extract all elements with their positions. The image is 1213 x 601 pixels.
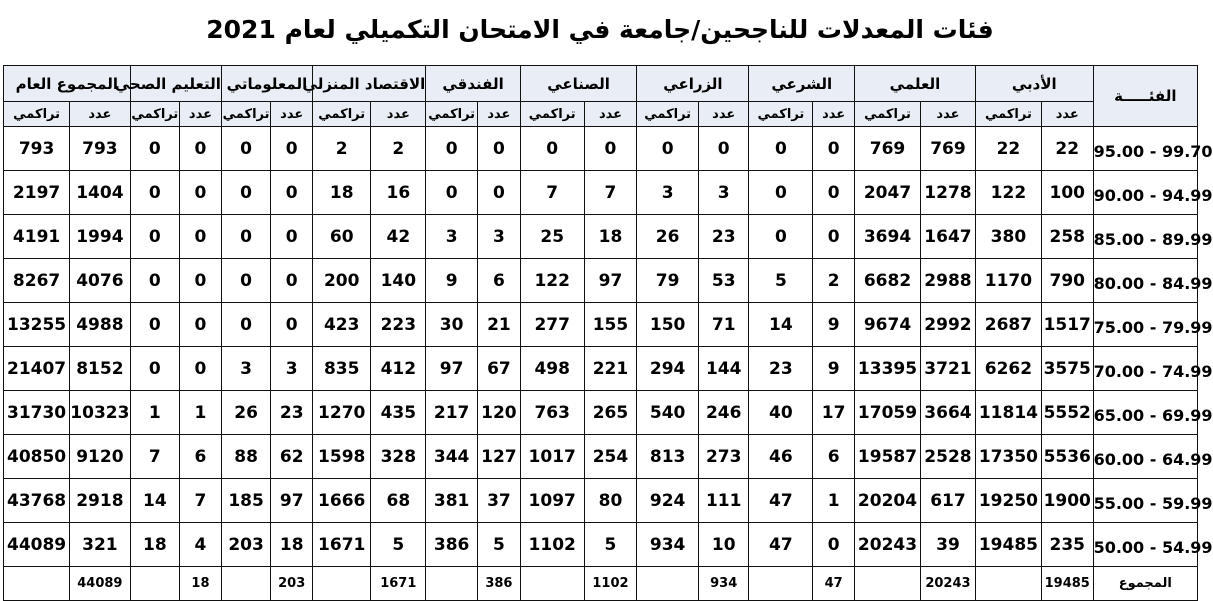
cumulative-cell: 1097 bbox=[520, 479, 584, 523]
cumulative-cell: 14 bbox=[130, 479, 179, 523]
cumulative-cell: 1270 bbox=[313, 391, 371, 435]
count-cell: 6 bbox=[477, 259, 520, 303]
count-cell: 3 bbox=[477, 215, 520, 259]
cumulative-subheader: تراكمي bbox=[975, 102, 1041, 127]
cumulative-cell: 150 bbox=[637, 303, 699, 347]
cumulative-cell: 934 bbox=[637, 523, 699, 567]
cumulative-cell: 9674 bbox=[855, 303, 921, 347]
count-cell: 5 bbox=[584, 523, 637, 567]
cumulative-subheader: تراكمي bbox=[313, 102, 371, 127]
count-cell: 120 bbox=[477, 391, 520, 435]
count-cell: 617 bbox=[920, 479, 975, 523]
count-cell: 0 bbox=[180, 347, 222, 391]
count-cell: 18 bbox=[584, 215, 637, 259]
table-row bbox=[4, 215, 1198, 259]
cumulative-cell: 2687 bbox=[975, 303, 1041, 347]
cumulative-cell: 386 bbox=[426, 523, 478, 567]
count-cell: 0 bbox=[180, 171, 222, 215]
count-subheader: عدد bbox=[371, 102, 426, 127]
count-cell: 4988 bbox=[70, 303, 130, 347]
cumulative-cell: 0 bbox=[221, 259, 270, 303]
count-cell: 140 bbox=[371, 259, 426, 303]
cumulative-cell: 2047 bbox=[855, 171, 921, 215]
group-header: الصناعي bbox=[520, 66, 637, 102]
count-cell: 1517 bbox=[1041, 303, 1093, 347]
count-cell: 246 bbox=[698, 391, 749, 435]
count-cell: 0 bbox=[477, 171, 520, 215]
count-cell: 254 bbox=[584, 435, 637, 479]
cumulative-cell: 6262 bbox=[975, 347, 1041, 391]
total-value: 203 bbox=[271, 567, 313, 601]
cumulative-cell: 763 bbox=[520, 391, 584, 435]
group-header: الفندقي bbox=[426, 66, 521, 102]
count-cell: 0 bbox=[813, 127, 855, 171]
count-cell: 23 bbox=[271, 391, 313, 435]
count-cell: 6 bbox=[180, 435, 222, 479]
table-row bbox=[4, 479, 1198, 523]
count-cell: 412 bbox=[371, 347, 426, 391]
range-cell: 85.00 - 89.99 bbox=[1093, 215, 1197, 259]
page-title: فئات المعدلات للناجحين/جامعة في الامتحان التكميلي لعام 2021 bbox=[206, 15, 994, 44]
cumulative-cell: 3 bbox=[221, 347, 270, 391]
cumulative-cell: 0 bbox=[520, 127, 584, 171]
cumulative-cell: 18 bbox=[130, 523, 179, 567]
count-subheader: عدد bbox=[920, 102, 975, 127]
count-cell: 9120 bbox=[70, 435, 130, 479]
count-cell: 3664 bbox=[920, 391, 975, 435]
count-cell: 9 bbox=[813, 347, 855, 391]
count-cell: 100 bbox=[1041, 171, 1093, 215]
cumulative-subheader: تراكمي bbox=[426, 102, 478, 127]
cumulative-cell: 423 bbox=[313, 303, 371, 347]
cumulative-cell: 0 bbox=[130, 303, 179, 347]
count-cell: 127 bbox=[477, 435, 520, 479]
total-value: 1102 bbox=[584, 567, 637, 601]
count-cell: 0 bbox=[584, 127, 637, 171]
cumulative-cell: 0 bbox=[130, 127, 179, 171]
total-empty bbox=[520, 567, 584, 601]
count-cell: 80 bbox=[584, 479, 637, 523]
cumulative-cell: 21407 bbox=[4, 347, 70, 391]
count-cell: 71 bbox=[698, 303, 749, 347]
count-cell: 10 bbox=[698, 523, 749, 567]
count-cell: 5552 bbox=[1041, 391, 1093, 435]
range-cell: 55.00 - 59.99 bbox=[1093, 479, 1197, 523]
table-row bbox=[4, 435, 1198, 479]
cumulative-cell: 3 bbox=[637, 171, 699, 215]
cumulative-cell: 20204 bbox=[855, 479, 921, 523]
count-cell: 16 bbox=[371, 171, 426, 215]
count-cell: 435 bbox=[371, 391, 426, 435]
cumulative-cell: 6682 bbox=[855, 259, 921, 303]
count-cell: 4 bbox=[180, 523, 222, 567]
cumulative-cell: 23 bbox=[749, 347, 813, 391]
total-empty bbox=[975, 567, 1041, 601]
cumulative-cell: 122 bbox=[975, 171, 1041, 215]
total-value: 934 bbox=[698, 567, 749, 601]
count-cell: 1278 bbox=[920, 171, 975, 215]
count-cell: 39 bbox=[920, 523, 975, 567]
cumulative-subheader: تراكمي bbox=[221, 102, 270, 127]
group-header: العلمي bbox=[855, 66, 976, 102]
count-subheader: عدد bbox=[698, 102, 749, 127]
cumulative-cell: 344 bbox=[426, 435, 478, 479]
count-subheader: عدد bbox=[271, 102, 313, 127]
cumulative-cell: 1671 bbox=[313, 523, 371, 567]
cumulative-cell: 18 bbox=[313, 171, 371, 215]
count-cell: 5 bbox=[477, 523, 520, 567]
total-value: 1671 bbox=[371, 567, 426, 601]
range-cell: 70.00 - 74.99 bbox=[1093, 347, 1197, 391]
count-cell: 0 bbox=[180, 127, 222, 171]
count-cell: 97 bbox=[584, 259, 637, 303]
count-cell: 1 bbox=[180, 391, 222, 435]
cumulative-cell: 0 bbox=[749, 171, 813, 215]
count-cell: 3 bbox=[698, 171, 749, 215]
cumulative-cell: 835 bbox=[313, 347, 371, 391]
count-cell: 2988 bbox=[920, 259, 975, 303]
cumulative-cell: 30 bbox=[426, 303, 478, 347]
count-cell: 111 bbox=[698, 479, 749, 523]
total-value: 20243 bbox=[920, 567, 975, 601]
count-cell: 1647 bbox=[920, 215, 975, 259]
cumulative-cell: 793 bbox=[4, 127, 70, 171]
cumulative-cell: 203 bbox=[221, 523, 270, 567]
cumulative-cell: 17059 bbox=[855, 391, 921, 435]
cumulative-subheader: تراكمي bbox=[130, 102, 179, 127]
cumulative-cell: 22 bbox=[975, 127, 1041, 171]
count-cell: 1404 bbox=[70, 171, 130, 215]
results-table bbox=[3, 65, 1213, 601]
total-empty bbox=[130, 567, 179, 601]
count-subheader: عدد bbox=[813, 102, 855, 127]
total-empty bbox=[221, 567, 270, 601]
count-cell: 2528 bbox=[920, 435, 975, 479]
count-cell: 10323 bbox=[70, 391, 130, 435]
cumulative-cell: 0 bbox=[130, 259, 179, 303]
count-subheader: عدد bbox=[1041, 102, 1093, 127]
cumulative-cell: 19250 bbox=[975, 479, 1041, 523]
cumulative-cell: 9 bbox=[426, 259, 478, 303]
count-cell: 793 bbox=[70, 127, 130, 171]
count-cell: 18 bbox=[271, 523, 313, 567]
count-cell: 155 bbox=[584, 303, 637, 347]
table-row bbox=[4, 523, 1198, 567]
range-cell: 50.00 - 54.99 bbox=[1093, 523, 1197, 567]
count-cell: 1994 bbox=[70, 215, 130, 259]
count-cell: 0 bbox=[180, 303, 222, 347]
group-header: التعليم الصحي bbox=[130, 66, 221, 102]
cumulative-cell: 0 bbox=[130, 215, 179, 259]
cumulative-cell: 1 bbox=[130, 391, 179, 435]
cumulative-cell: 26 bbox=[221, 391, 270, 435]
count-subheader: عدد bbox=[180, 102, 222, 127]
cumulative-cell: 7 bbox=[520, 171, 584, 215]
count-cell: 67 bbox=[477, 347, 520, 391]
table-row bbox=[4, 303, 1198, 347]
total-empty bbox=[855, 567, 921, 601]
cumulative-cell: 19587 bbox=[855, 435, 921, 479]
count-cell: 1900 bbox=[1041, 479, 1093, 523]
cumulative-subheader: تراكمي bbox=[637, 102, 699, 127]
cumulative-cell: 13395 bbox=[855, 347, 921, 391]
cumulative-cell: 40850 bbox=[4, 435, 70, 479]
count-cell: 37 bbox=[477, 479, 520, 523]
table-row bbox=[4, 259, 1198, 303]
count-cell: 68 bbox=[371, 479, 426, 523]
count-cell: 5536 bbox=[1041, 435, 1093, 479]
count-cell: 2992 bbox=[920, 303, 975, 347]
cumulative-cell: 44089 bbox=[4, 523, 70, 567]
count-cell: 1 bbox=[813, 479, 855, 523]
count-subheader: عدد bbox=[70, 102, 130, 127]
totals-row bbox=[4, 567, 1198, 601]
cumulative-cell: 1017 bbox=[520, 435, 584, 479]
count-cell: 2 bbox=[813, 259, 855, 303]
count-cell: 4076 bbox=[70, 259, 130, 303]
count-cell: 7 bbox=[180, 479, 222, 523]
cumulative-cell: 924 bbox=[637, 479, 699, 523]
cumulative-cell: 0 bbox=[426, 171, 478, 215]
group-header: الاقتصاد المنزلي bbox=[313, 66, 426, 102]
count-cell: 0 bbox=[271, 303, 313, 347]
cumulative-cell: 0 bbox=[221, 171, 270, 215]
group-header: المجموع العام bbox=[4, 66, 131, 102]
count-cell: 21 bbox=[477, 303, 520, 347]
cumulative-cell: 40 bbox=[749, 391, 813, 435]
cumulative-cell: 0 bbox=[221, 303, 270, 347]
cumulative-cell: 31730 bbox=[4, 391, 70, 435]
cumulative-cell: 813 bbox=[637, 435, 699, 479]
cumulative-cell: 60 bbox=[313, 215, 371, 259]
cumulative-cell: 0 bbox=[749, 127, 813, 171]
count-cell: 0 bbox=[477, 127, 520, 171]
cumulative-cell: 3 bbox=[426, 215, 478, 259]
cumulative-cell: 200 bbox=[313, 259, 371, 303]
cumulative-cell: 185 bbox=[221, 479, 270, 523]
range-cell: 95.00 - 99.70 bbox=[1093, 127, 1197, 171]
count-cell: 273 bbox=[698, 435, 749, 479]
total-value: 47 bbox=[813, 567, 855, 601]
total-empty bbox=[426, 567, 478, 601]
range-cell: 65.00 - 69.99 bbox=[1093, 391, 1197, 435]
cumulative-cell: 88 bbox=[221, 435, 270, 479]
cumulative-subheader: تراكمي bbox=[520, 102, 584, 127]
count-cell: 2 bbox=[371, 127, 426, 171]
cumulative-cell: 217 bbox=[426, 391, 478, 435]
count-cell: 7 bbox=[584, 171, 637, 215]
cumulative-cell: 1598 bbox=[313, 435, 371, 479]
totals-label: المجموع bbox=[1093, 567, 1197, 601]
cumulative-cell: 380 bbox=[975, 215, 1041, 259]
count-cell: 769 bbox=[920, 127, 975, 171]
cumulative-cell: 26 bbox=[637, 215, 699, 259]
count-cell: 9 bbox=[813, 303, 855, 347]
group-header-row bbox=[4, 66, 1198, 102]
count-cell: 22 bbox=[1041, 127, 1093, 171]
cumulative-cell: 0 bbox=[637, 127, 699, 171]
count-cell: 17 bbox=[813, 391, 855, 435]
group-header: المعلوماتي bbox=[221, 66, 312, 102]
count-cell: 2918 bbox=[70, 479, 130, 523]
count-cell: 3575 bbox=[1041, 347, 1093, 391]
count-cell: 0 bbox=[271, 259, 313, 303]
count-cell: 6 bbox=[813, 435, 855, 479]
category-header: الفئـــــة bbox=[1093, 66, 1197, 127]
count-cell: 97 bbox=[271, 479, 313, 523]
cumulative-cell: 0 bbox=[749, 215, 813, 259]
cumulative-cell: 0 bbox=[130, 171, 179, 215]
cumulative-subheader: تراكمي bbox=[4, 102, 70, 127]
count-cell: 5 bbox=[371, 523, 426, 567]
cumulative-cell: 540 bbox=[637, 391, 699, 435]
cumulative-cell: 294 bbox=[637, 347, 699, 391]
table-row bbox=[4, 127, 1198, 171]
total-empty bbox=[4, 567, 70, 601]
total-empty bbox=[637, 567, 699, 601]
cumulative-cell: 8267 bbox=[4, 259, 70, 303]
cumulative-cell: 43768 bbox=[4, 479, 70, 523]
cumulative-cell: 498 bbox=[520, 347, 584, 391]
count-cell: 3721 bbox=[920, 347, 975, 391]
cumulative-cell: 0 bbox=[130, 347, 179, 391]
count-cell: 42 bbox=[371, 215, 426, 259]
count-cell: 0 bbox=[271, 171, 313, 215]
table-body bbox=[4, 127, 1213, 567]
cumulative-cell: 381 bbox=[426, 479, 478, 523]
count-cell: 3 bbox=[271, 347, 313, 391]
count-subheader: عدد bbox=[477, 102, 520, 127]
group-header: الزراعي bbox=[637, 66, 749, 102]
total-value: 386 bbox=[477, 567, 520, 601]
count-cell: 62 bbox=[271, 435, 313, 479]
count-cell: 144 bbox=[698, 347, 749, 391]
count-cell: 0 bbox=[813, 215, 855, 259]
count-cell: 321 bbox=[70, 523, 130, 567]
total-empty bbox=[749, 567, 813, 601]
cumulative-cell: 46 bbox=[749, 435, 813, 479]
cumulative-cell: 0 bbox=[221, 127, 270, 171]
count-cell: 265 bbox=[584, 391, 637, 435]
total-empty bbox=[313, 567, 371, 601]
cumulative-cell: 4191 bbox=[4, 215, 70, 259]
cumulative-cell: 122 bbox=[520, 259, 584, 303]
cumulative-cell: 11814 bbox=[975, 391, 1041, 435]
count-cell: 790 bbox=[1041, 259, 1093, 303]
count-cell: 235 bbox=[1041, 523, 1093, 567]
cumulative-cell: 47 bbox=[749, 479, 813, 523]
cumulative-cell: 1102 bbox=[520, 523, 584, 567]
total-value: 44089 bbox=[70, 567, 130, 601]
count-cell: 0 bbox=[180, 215, 222, 259]
cumulative-subheader: تراكمي bbox=[749, 102, 813, 127]
range-cell: 90.00 - 94.99 bbox=[1093, 171, 1197, 215]
cumulative-cell: 19485 bbox=[975, 523, 1041, 567]
range-cell: 75.00 - 79.99 bbox=[1093, 303, 1197, 347]
count-cell: 328 bbox=[371, 435, 426, 479]
count-cell: 0 bbox=[180, 259, 222, 303]
cumulative-cell: 97 bbox=[426, 347, 478, 391]
range-cell: 60.00 - 64.99 bbox=[1093, 435, 1197, 479]
cumulative-cell: 2197 bbox=[4, 171, 70, 215]
cumulative-cell: 17350 bbox=[975, 435, 1041, 479]
cumulative-cell: 25 bbox=[520, 215, 584, 259]
cumulative-subheader: تراكمي bbox=[855, 102, 921, 127]
range-cell: 80.00 - 84.99 bbox=[1093, 259, 1197, 303]
cumulative-cell: 769 bbox=[855, 127, 921, 171]
total-value: 18 bbox=[180, 567, 222, 601]
count-cell: 0 bbox=[271, 127, 313, 171]
count-cell: 258 bbox=[1041, 215, 1093, 259]
count-cell: 0 bbox=[698, 127, 749, 171]
cumulative-cell: 79 bbox=[637, 259, 699, 303]
cumulative-cell: 7 bbox=[130, 435, 179, 479]
count-subheader: عدد bbox=[584, 102, 637, 127]
count-cell: 221 bbox=[584, 347, 637, 391]
cumulative-cell: 1666 bbox=[313, 479, 371, 523]
count-cell: 223 bbox=[371, 303, 426, 347]
cumulative-cell: 20243 bbox=[855, 523, 921, 567]
cumulative-cell: 5 bbox=[749, 259, 813, 303]
count-cell: 0 bbox=[813, 523, 855, 567]
cumulative-cell: 14 bbox=[749, 303, 813, 347]
count-cell: 53 bbox=[698, 259, 749, 303]
count-cell: 0 bbox=[271, 215, 313, 259]
group-header: الشرعي bbox=[749, 66, 855, 102]
table-row bbox=[4, 171, 1198, 215]
total-value: 19485 bbox=[1041, 567, 1093, 601]
cumulative-cell: 2 bbox=[313, 127, 371, 171]
group-header: الأدبي bbox=[975, 66, 1093, 102]
count-cell: 23 bbox=[698, 215, 749, 259]
cumulative-cell: 0 bbox=[426, 127, 478, 171]
cumulative-cell: 13255 bbox=[4, 303, 70, 347]
subheader-row bbox=[4, 102, 1198, 127]
cumulative-cell: 3694 bbox=[855, 215, 921, 259]
cumulative-cell: 47 bbox=[749, 523, 813, 567]
table-row bbox=[4, 391, 1198, 435]
cumulative-cell: 1170 bbox=[975, 259, 1041, 303]
count-cell: 0 bbox=[813, 171, 855, 215]
table-row bbox=[4, 347, 1198, 391]
count-cell: 8152 bbox=[70, 347, 130, 391]
cumulative-cell: 277 bbox=[520, 303, 584, 347]
cumulative-cell: 0 bbox=[221, 215, 270, 259]
